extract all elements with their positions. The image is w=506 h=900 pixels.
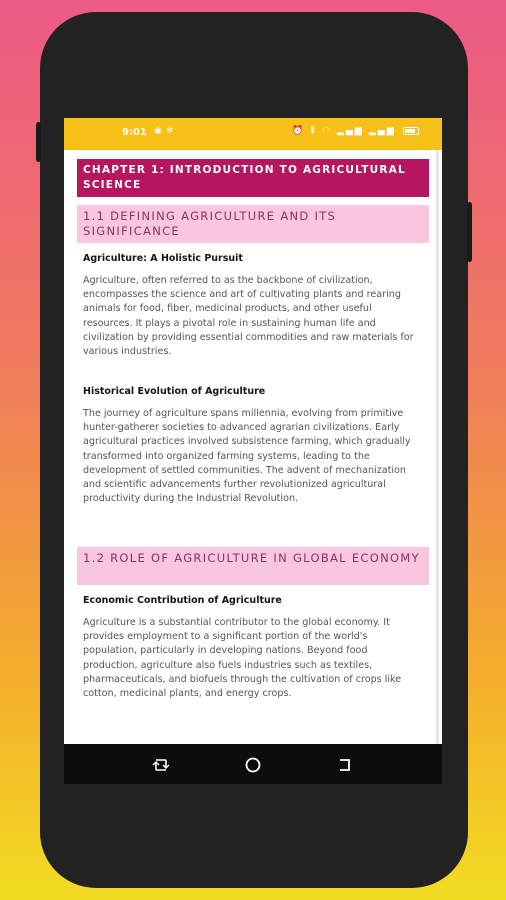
scrollbar-track[interactable] [436,150,439,744]
status-bar [64,118,442,150]
status-right-icons [292,126,419,136]
phone-screen [64,118,442,784]
subsection-heading: Economic Contribution of Agriculture [83,595,282,606]
section-heading: 1.1 DEFINING AGRICULTURE AND ITS SIGNIFICANCE [77,205,429,243]
subsection-heading: Historical Evolution of Agriculture [83,386,266,397]
alarm-icon: ⏰ [292,126,306,136]
volume-button [36,122,41,162]
settings-icon: ✲ [165,126,178,136]
chapter-title: CHAPTER 1: INTRODUCTION TO AGRICULTURAL SCIENCE [77,159,429,197]
battery-icon [403,127,419,135]
paragraph: Agriculture, often referred to as the backbone of civilization, encompasses the science and art of cultivating plants and rearing animals for food, fiber, medicinal products, and other useful resources. It plays a pivotal role in sustaining human life and civilization by providing essential commodities and raw materials for various industries. [83,275,414,358]
camera-icon: ◉ [154,126,166,136]
subsection-heading: Agriculture: A Holistic Pursuit [83,253,243,264]
recent-apps-icon[interactable] [152,756,170,774]
paragraph: The journey of agriculture spans millennia, evolving from primitive hunter-gatherer societies to advanced agrarian civilizations. Early agricultural practices involved subsistence farming, which gradually transformed into organized farming systems, leading to the development of settled communities. The advent of mechanization and scientific advancements further revolutionized agricultural productivity during the Industrial Revolution. [83,408,411,505]
navigation-bar [64,744,442,784]
article-content[interactable] [64,150,442,744]
paragraph: Agriculture is a substantial contributor to the global economy. It provides employment to a significant portion of the world's population, particularly in developing nations. Beyond food production, agriculture also fuels industries such as textiles, pharmaceuticals, and biofuels through the cultivation of crops like cotton, medicinal plants, and energy crops. [83,617,402,700]
section-heading: 1.2 ROLE OF AGRICULTURE IN GLOBAL ECONOMY [77,547,429,585]
signal-icon: ▂▄▆ [368,126,396,136]
home-icon[interactable] [244,756,262,774]
bluetooth-icon: ᛒ [310,126,318,136]
power-button [467,202,472,262]
status-left-icons [154,126,177,136]
signal-icon: ▂▄▆ [336,126,364,136]
status-time: 9:01 [122,127,147,138]
wifi-icon: ◠ [322,126,332,136]
back-icon[interactable] [336,756,354,774]
